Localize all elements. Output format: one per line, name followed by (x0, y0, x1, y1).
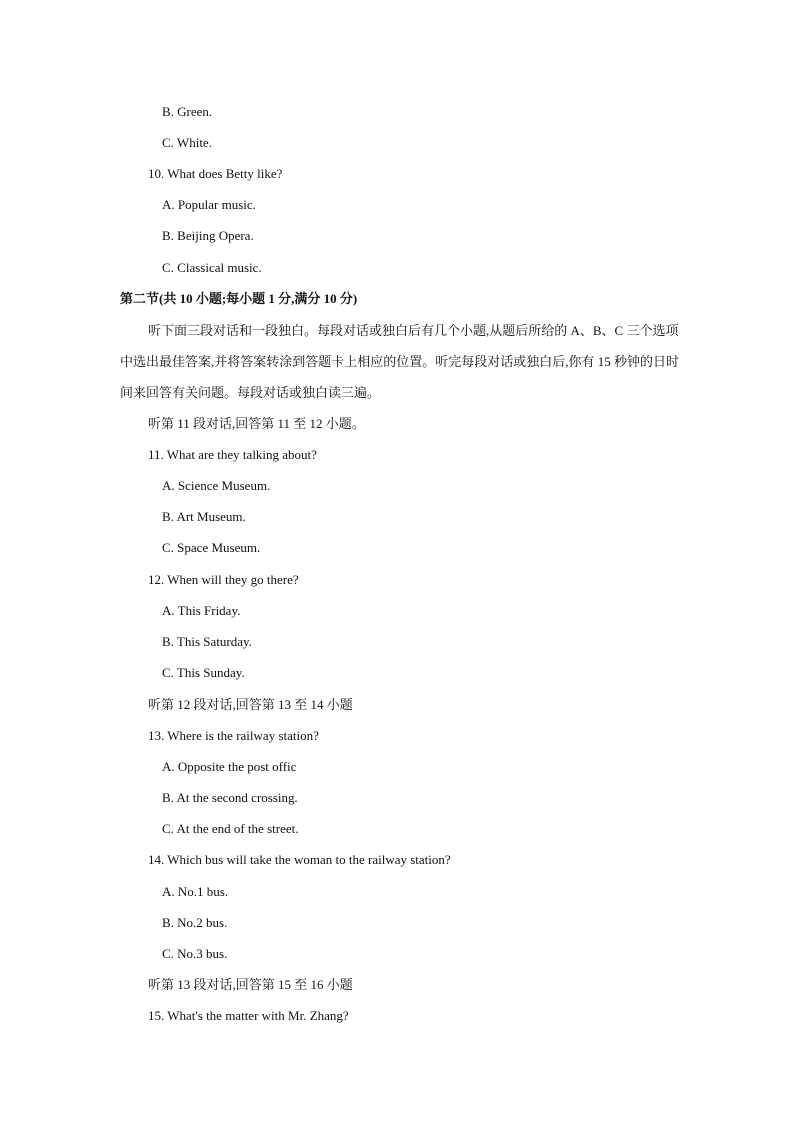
section2-title: 第二节(共 10 小题;每小题 1 分,满分 10 分) (120, 291, 358, 306)
q14-option-a: A. No.1 bus. (162, 884, 229, 899)
section2-instructions: 听下面三段对话和一段独白。每段对话或独白后有几个小题,从题后所给的 A、B、C 三个选项中选出最佳答案,并将答案转涂到答题卡上相应的位置。听完每段对话或独白后,你有 15 秒钟的日时间来回答有关问题。每段对话或独白读三遍。 (120, 323, 680, 401)
q11-option-b: B. Art Museum. (162, 509, 246, 524)
q10-option-b: B. Beijing Opera. (162, 228, 254, 243)
q14-option-c: C. No.3 bus. (162, 946, 228, 961)
q10-option-c: C. Classical music. (162, 260, 262, 275)
q13-option-c: C. At the end of the street. (162, 821, 299, 836)
q13-option-b: B. At the second crossing. (162, 790, 298, 805)
q13-question: 13. Where is the railway station? (148, 728, 319, 743)
q10-question: 10. What does Betty like? (148, 166, 283, 181)
q11-option-c: C. Space Museum. (162, 540, 261, 555)
q9-option-b: B. Green. (162, 104, 213, 119)
dialog13-instruction: 听第 13 段对话,回答第 15 至 16 小题 (148, 977, 353, 992)
q12-option-c: C. This Sunday. (162, 665, 245, 680)
q11-option-a: A. Science Museum. (162, 478, 271, 493)
q13-option-a: A. Opposite the post offic (162, 759, 297, 774)
q12-option-b: B. This Saturday. (162, 634, 252, 649)
q15-question: 15. What's the matter with Mr. Zhang? (148, 1008, 349, 1023)
q11-question: 11. What are they talking about? (148, 447, 317, 462)
q14-option-b: B. No.2 bus. (162, 915, 228, 930)
q12-option-a: A. This Friday. (162, 603, 241, 618)
dialog11-instruction: 听第 11 段对话,回答第 11 至 12 小题。 (148, 416, 365, 431)
dialog12-instruction: 听第 12 段对话,回答第 13 至 14 小题 (148, 697, 353, 712)
q12-question: 12. When will they go there? (148, 572, 299, 587)
q14-question: 14. Which bus will take the woman to the railway station? (148, 852, 451, 867)
q9-option-c: C. White. (162, 135, 212, 150)
q10-option-a: A. Popular music. (162, 197, 256, 212)
